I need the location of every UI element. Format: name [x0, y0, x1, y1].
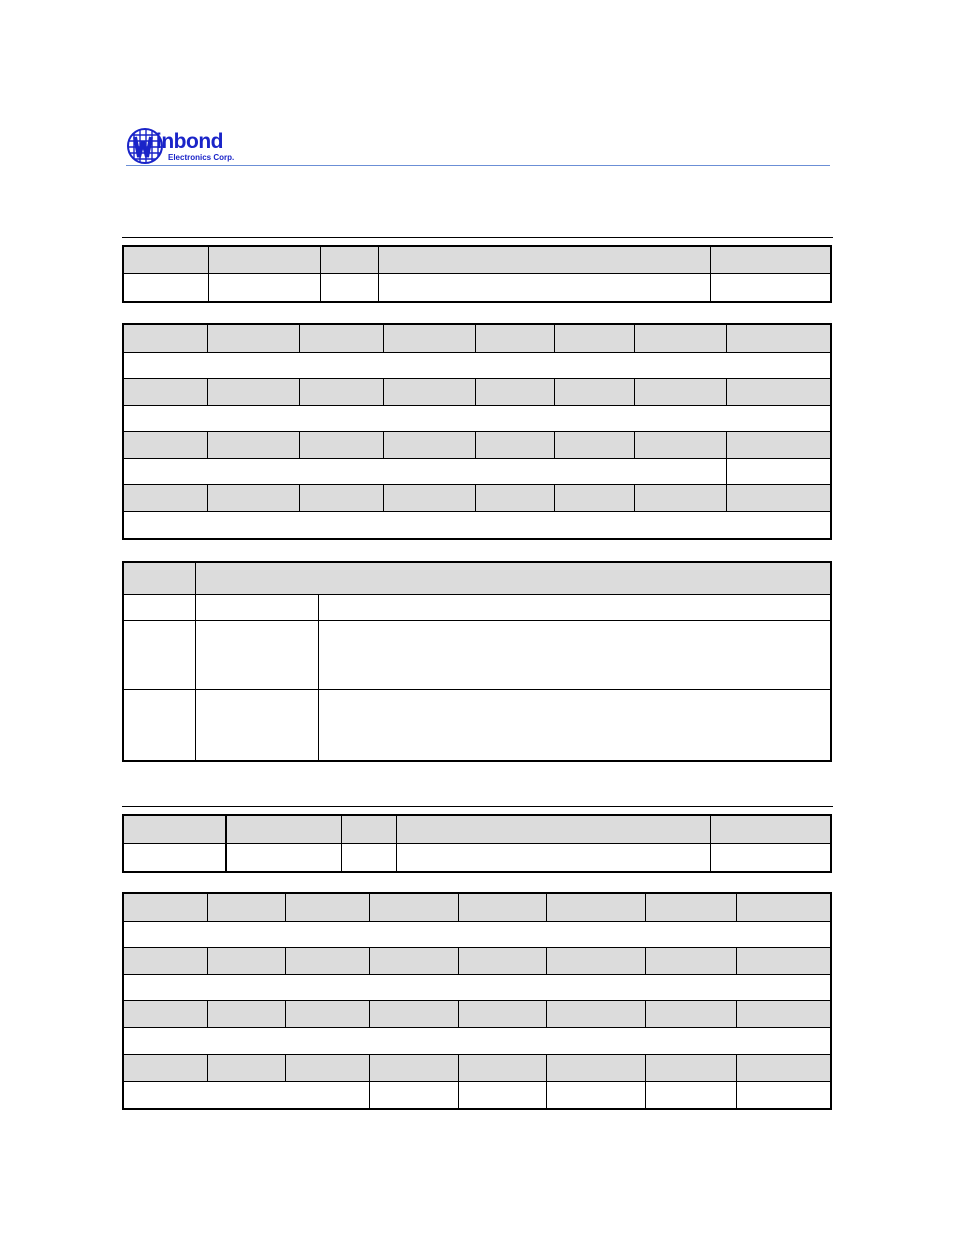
winbond-logo [126, 125, 256, 167]
register-summary-table-2 [123, 815, 831, 872]
section-rule-2 [122, 806, 833, 807]
logo-wordmark: inbond [156, 130, 223, 153]
header-rule [126, 165, 830, 166]
bit-map-table-2 [123, 893, 831, 1109]
section-rule-1 [122, 237, 833, 238]
bit-description-table-1 [123, 562, 831, 761]
register-summary-table-1 [123, 246, 831, 302]
logo-subtitle: Electronics Corp. [168, 153, 235, 162]
bit-map-table-1 [123, 324, 831, 539]
